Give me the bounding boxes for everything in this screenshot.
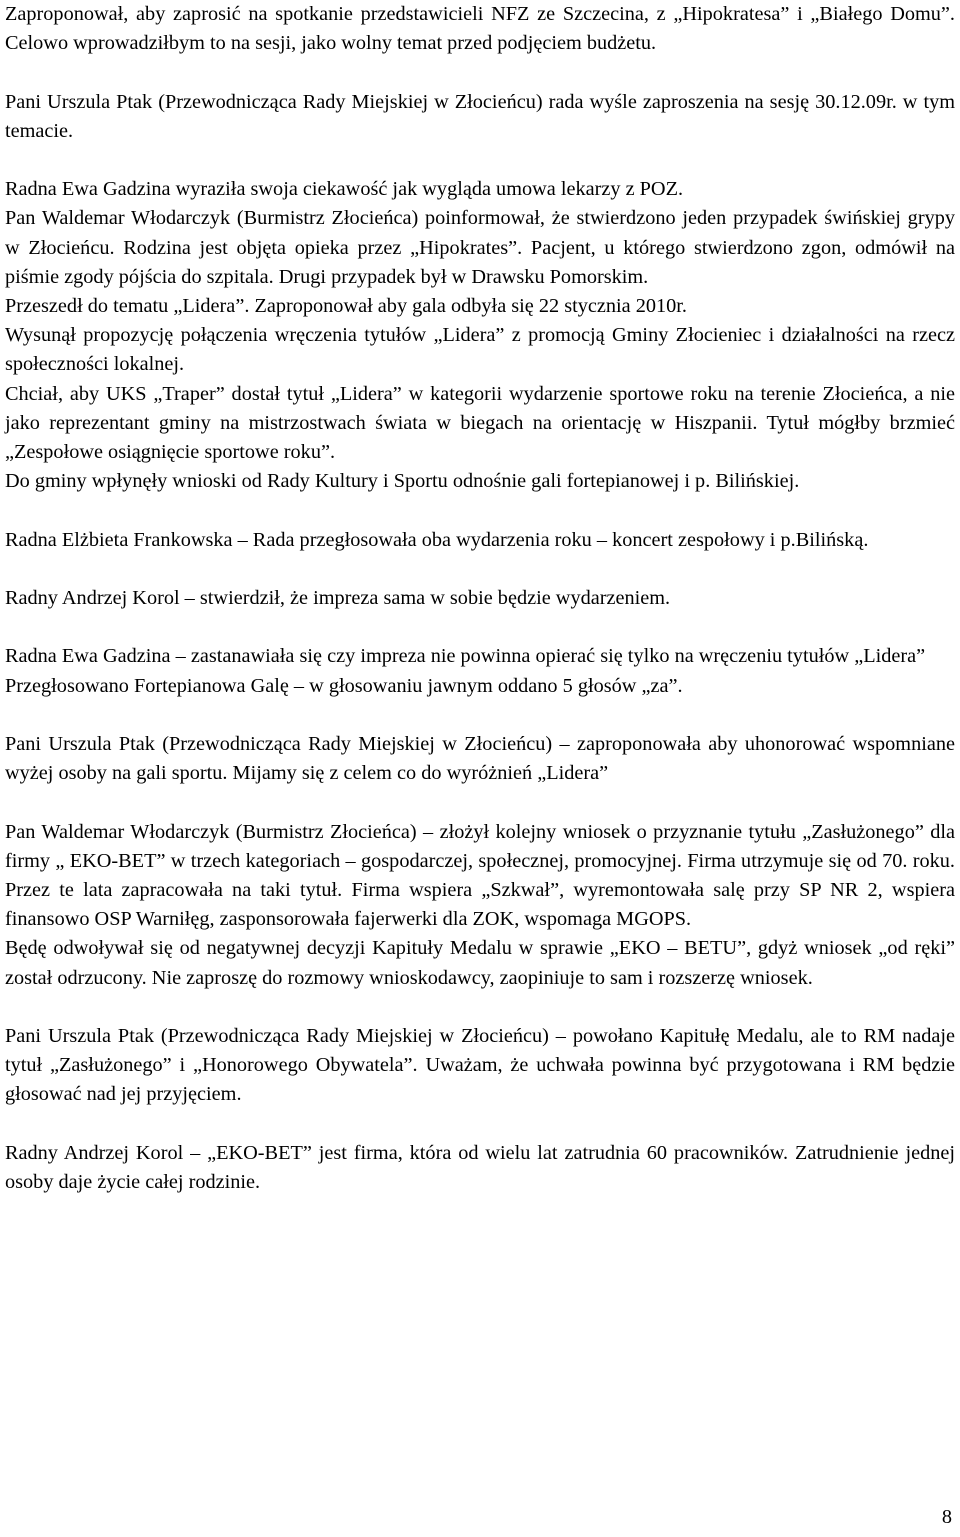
paragraph: Radny Andrzej Korol – stwierdził, że impreza sama w sobie będzie wydarzeniem. xyxy=(5,587,671,609)
page-number: 8 xyxy=(941,1506,952,1528)
paragraph: Radny Andrzej Korol – „EKO-BET” jest firma, która od wielu lat zatrudnia 60 pracowników. Zatrudnienie jednej osoby daje życie całej rodzinie. xyxy=(5,1141,955,1193)
paragraph: Pani Urszula Ptak (Przewodnicząca Rady Miejskiej w Złocieńcu) rada wyśle zaproszenia na sesję 30.12.09r. w tym temacie. xyxy=(5,90,955,142)
paragraph: Pan Waldemar Włodarczyk (Burmistrz Złocieńca) – złożył kolejny wniosek o przyznanie tytułu „Zasłużonego” dla firmy „ EKO-BET” w trzech kategoriach – gospodarczej, społecznej, promocyjnej. Firma utrzymuje się od 70. roku. Przez te lata zapracowała na taki tytuł. Firma wspiera „Szkwał”, wyremontowała salę przy SP NR 2, wspiera finansowo OSP Warniłęg, zasponsorowała fajerwerki dla ZOK, wspomaga MGOPS. xyxy=(5,820,955,931)
paragraph: Pani Urszula Ptak (Przewodnicząca Rady Miejskiej w Złocieńcu) – zaproponowała aby uhonorować wspomniane wyżej osoby na gali sportu. Mijamy się z celem co do wyróżnień „Lidera” xyxy=(5,732,955,785)
paragraph: Radna Ewa Gadzina – zastanawiała się czy impreza nie powinna opierać się tylko na wręczeniu tytułów „Lidera” xyxy=(5,645,926,668)
paragraph: Chciał, aby UKS „Traper” dostał tytuł „Lidera” w kategorii wydarzenie sportowe roku na terenie Złocieńca, a nie jako reprezentant gminy na mistrzostwach świata w biegach na orientację w Hiszpanii. Tytuł mógłby brzmieć „Zespołowe osiągnięcie sportowe roku”. xyxy=(5,382,955,464)
document-page xyxy=(5,0,955,1197)
paragraph: Przegłosowano Fortepianowa Galę – w głosowaniu jawnym oddano 5 głosów „za”. xyxy=(5,674,683,697)
paragraph: Przeszedł do tematu „Lidera”. Zaproponował aby gala odbyła się 22 stycznia 2010r. xyxy=(5,295,688,317)
paragraph: Wysunął propozycję połączenia wręczenia tytułów „Lidera” z promocją Gminy Złocieniec i działalności na rzecz społeczności lokalnej. xyxy=(5,324,955,376)
paragraph: Radna Elżbieta Frankowska – Rada przegłosowała oba wydarzenia roku – koncert zespołowy i p.Bilińską. xyxy=(5,528,869,551)
paragraph: Do gminy wpłynęły wnioski od Rady Kultury i Sportu odnośnie gali fortepianowej i p. Bilińskiej. xyxy=(5,470,800,493)
paragraph: Będę odwoływał się od negatywnej decyzji Kapituły Medalu w sprawie „EKO – BETU”, gdyż wniosek „od ręki” został odrzucony. Nie zaproszę do rozmowy wnioskodawcy, zaopiniuje to sam i rozszerzę wniosek. xyxy=(5,937,955,989)
paragraph: Pani Urszula Ptak (Przewodnicząca Rady Miejskiej w Złocieńcu) – powołano Kapitułę Medalu, ale to RM nadaje tytuł „Zasłużonego” i „Honorowego Obywatela”. Uważam, że uchwała powinna być przygotowana i RM będzie głosować nad jej przyjęciem. xyxy=(5,1024,955,1106)
paragraph: Pan Waldemar Włodarczyk (Burmistrz Złocieńca) poinformował, że stwierdzono jeden przypadek świńskiej grypy w Złocieńcu. Rodzina jest objęta opieka przez „Hipokrates”. Pacjent, u którego stwierdzono zgon, odmówił na piśmie zgody pójścia do szpitala. Drugi przypadek był w Drawsku Pomorskim. xyxy=(5,207,955,288)
paragraph: Zaproponował, aby zaprosić na spotkanie przedstawicieli NFZ ze Szczecina, z „Hipokratesa” i „Białego Domu”. Celowo wprowadziłbym to na sesji, jako wolny temat przed podjęciem budżetu. xyxy=(5,3,955,55)
paragraph: Radna Ewa Gadzina wyraziła swoja ciekawość jak wygląda umowa lekarzy z POZ. xyxy=(5,178,684,201)
